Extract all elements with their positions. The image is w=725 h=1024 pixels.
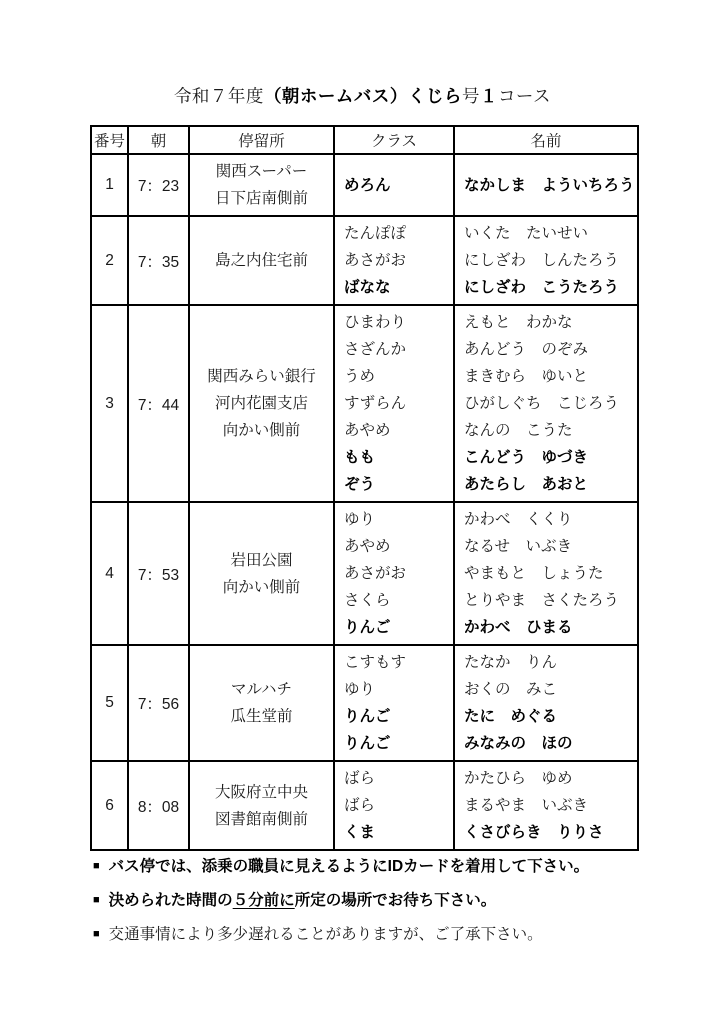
cell-pickup-time: 7：35 — [128, 216, 189, 305]
title-segment: １ — [479, 86, 498, 106]
cell-class-list — [334, 305, 454, 502]
class-entry: りんご — [344, 619, 391, 636]
column-header-stop: 停留所 — [189, 126, 334, 154]
bus-roster-table — [90, 125, 639, 851]
student-name-entry: とりやま さくたろう — [464, 592, 620, 609]
cell-route-number: 2 — [91, 216, 128, 305]
student-name-entry: たに めぐる — [464, 708, 558, 725]
class-entry: あさがお — [344, 252, 407, 269]
student-name-entry: やまもと しょうた — [464, 565, 604, 582]
table-header-row — [91, 126, 638, 154]
table-row — [91, 645, 638, 761]
column-header-class: クラス — [334, 126, 454, 154]
column-header-morning: 朝 — [128, 126, 189, 154]
table-row — [91, 305, 638, 502]
cell-pickup-time: 7：56 — [128, 645, 189, 761]
student-name-entry: かたひら ゆめ — [464, 770, 573, 787]
note-text-segment: 交通事情により多少遅れることがありますが、ご了承下さい。 — [108, 926, 543, 943]
student-name-entry: にしざわ こうたろう — [464, 279, 620, 296]
student-name-entry: まるやま いぶき — [464, 797, 589, 814]
table-row — [91, 502, 638, 645]
student-name-entry: たなか りん — [464, 654, 558, 671]
square-bullet-icon: ■ — [93, 860, 100, 872]
student-name-entry: あたらし あおと — [464, 476, 589, 493]
cell-route-number: 6 — [91, 761, 128, 850]
student-name-entry: こんどう ゆづき — [464, 449, 589, 466]
title-segment: 令和７年度 — [173, 86, 264, 106]
cell-bus-stop — [189, 645, 334, 761]
table-row — [91, 216, 638, 305]
student-name-entry: まきむら ゆいと — [464, 368, 589, 385]
class-entry: くま — [344, 824, 376, 841]
student-name-entry: なるせ いぶき — [464, 538, 573, 555]
student-name-entry: なかしま よういちろう — [464, 176, 635, 194]
bus-stop-line: マルハチ — [231, 681, 292, 698]
student-name-entry: なんの こうた — [464, 422, 573, 439]
cell-route-number: 5 — [91, 645, 128, 761]
class-entry: あさがお — [344, 565, 407, 582]
class-entry: こすもす — [344, 654, 407, 671]
square-bullet-icon: ■ — [93, 894, 100, 906]
class-entry: ひまわり — [344, 314, 407, 331]
class-entry: ばら — [344, 797, 376, 814]
class-entry: りんご — [344, 708, 391, 725]
class-entry: すずらん — [344, 395, 407, 412]
bus-stop-line: 日下店南側前 — [214, 190, 308, 207]
class-entry: ばなな — [344, 279, 391, 296]
student-name-entry: ひがしぐち こじろう — [464, 395, 620, 412]
note-text-segment: 所定の場所でお待ち下さい。 — [294, 892, 497, 909]
student-name-entry: くさびらき りりさ — [464, 824, 604, 841]
class-entry: さくら — [344, 592, 391, 609]
page-title — [0, 83, 725, 108]
bus-stop-line: 向かい側前 — [222, 578, 301, 596]
student-name-entry: かわべ くくり — [464, 511, 573, 528]
cell-bus-stop — [189, 154, 334, 216]
class-entry: ばら — [344, 770, 376, 787]
cell-class-list — [334, 502, 454, 645]
student-name-entry: えもと わかな — [464, 314, 573, 331]
cell-route-number: 4 — [91, 502, 128, 645]
class-entry: もも — [344, 449, 376, 466]
student-name-entry: にしざわ しんたろう — [464, 252, 620, 269]
class-entry: あやめ — [344, 422, 391, 439]
cell-route-number: 3 — [91, 305, 128, 502]
notes-section — [93, 856, 653, 958]
student-name-entry: いくた たいせい — [464, 225, 589, 242]
class-entry: あやめ — [344, 538, 391, 555]
cell-bus-stop — [189, 761, 334, 850]
title-segment: コース — [497, 86, 552, 106]
square-bullet-icon: ■ — [93, 928, 100, 940]
cell-pickup-time: 8：08 — [128, 761, 189, 850]
note-text-segment: バス停では、添乗の職員に見えるようにIDカードを着用して下さい。 — [108, 858, 590, 875]
bus-stop-line: 河内花園支店 — [214, 395, 308, 412]
bus-stop-line: 島之内住宅前 — [214, 252, 308, 269]
bus-stop-line: 関西みらい銀行 — [207, 368, 316, 385]
cell-route-number: 1 — [91, 154, 128, 216]
note-item — [93, 924, 653, 945]
class-entry: ゆり — [344, 681, 376, 698]
title-segment: くじら — [407, 86, 462, 106]
bus-stop-line: 瓜生堂前 — [230, 708, 293, 725]
class-entry: ゆり — [344, 511, 376, 528]
note-text-segment: 決められた時間の — [108, 892, 233, 909]
class-entry: たんぽぽ — [344, 225, 407, 242]
table-row — [91, 154, 638, 216]
cell-bus-stop — [189, 305, 334, 502]
bus-stop-line: 図書館南側前 — [214, 810, 308, 828]
cell-class-list — [334, 154, 454, 216]
cell-pickup-time: 7：53 — [128, 502, 189, 645]
title-segment: 号 — [461, 86, 480, 106]
column-header-name: 名前 — [454, 126, 638, 154]
cell-class-list — [334, 645, 454, 761]
cell-name-list — [454, 502, 638, 645]
student-name-entry: かわべ ひまる — [464, 619, 573, 636]
bus-stop-line: 関西スーパー — [215, 163, 308, 180]
cell-pickup-time: 7：44 — [128, 305, 189, 502]
class-entry: さざんか — [344, 341, 407, 358]
cell-class-list — [334, 216, 454, 305]
class-entry: りんご — [344, 735, 391, 752]
cell-name-list — [454, 154, 638, 216]
table-row — [91, 761, 638, 850]
bus-stop-line: 大阪府立中央 — [214, 783, 308, 801]
column-header-number: 番号 — [91, 126, 128, 154]
student-name-entry: あんどう のぞみ — [464, 341, 589, 358]
title-segment: （朝ホームバス） — [263, 86, 408, 106]
bus-stop-line: 岩田公園 — [230, 551, 293, 569]
cell-bus-stop — [189, 216, 334, 305]
note-text-segment: ５分前に — [232, 892, 295, 909]
cell-pickup-time: 7：23 — [128, 154, 189, 216]
note-item — [93, 890, 653, 911]
cell-class-list — [334, 761, 454, 850]
class-entry: うめ — [344, 368, 376, 385]
cell-bus-stop — [189, 502, 334, 645]
bus-stop-line: 向かい側前 — [222, 422, 301, 439]
class-entry: めろん — [344, 176, 391, 194]
student-name-entry: おくの みこ — [464, 681, 558, 698]
cell-name-list — [454, 761, 638, 850]
cell-name-list — [454, 645, 638, 761]
cell-name-list — [454, 305, 638, 502]
class-entry: ぞう — [344, 476, 376, 493]
cell-name-list — [454, 216, 638, 305]
note-item — [93, 856, 653, 877]
student-name-entry: みなみの ほの — [464, 735, 573, 752]
